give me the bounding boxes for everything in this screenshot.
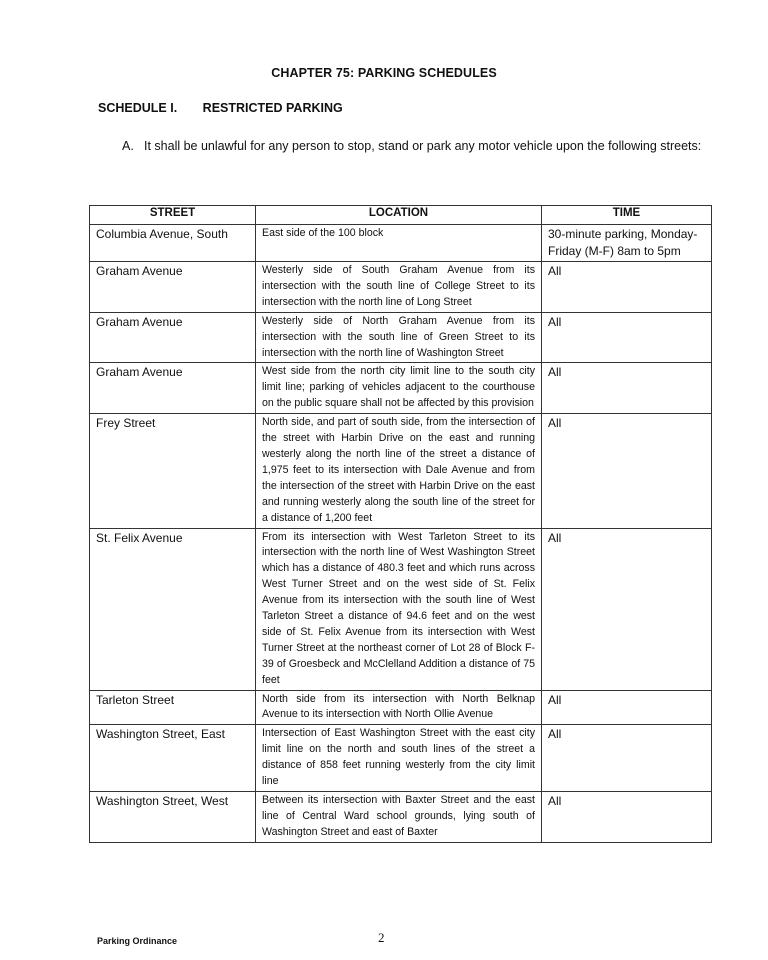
location-cell: Westerly side of North Graham Avenue from its intersection with the south line of Green Street to its intersection with the north line of Washington Street [256, 312, 542, 363]
street-cell: Tarleton Street [90, 690, 256, 725]
time-cell: All [542, 262, 712, 313]
chapter-title: CHAPTER 75: PARKING SCHEDULES [271, 66, 497, 80]
schedule-number: SCHEDULE I. [98, 101, 178, 115]
table-header-row [90, 206, 712, 225]
street-cell: Graham Avenue [90, 312, 256, 363]
street-cell: Columbia Avenue, South [90, 225, 256, 262]
header-time: TIME [542, 206, 712, 225]
schedule-title: RESTRICTED PARKING [202, 101, 343, 115]
restricted-parking-table [89, 205, 712, 843]
paragraph-a [122, 138, 712, 155]
time-cell: All [542, 312, 712, 363]
footer-document-name: Parking Ordinance [97, 936, 178, 946]
street-cell: Frey Street [90, 414, 256, 528]
page-number: 2 [378, 930, 385, 945]
location-cell: North side, and part of south side, from the intersection of the street with Harbin Drive on the east and running westerly along the north line of the street a distance of 1,975 feet to its intersection with Dale Avenue and from the intersection of the street with Harbin Drive on the east and running westerly along the south line of the street for a distance of 1,200 feet [256, 414, 542, 528]
table-row [90, 690, 712, 725]
time-cell: All [542, 528, 712, 690]
table-row [90, 262, 712, 313]
schedule-heading [98, 101, 343, 115]
time-cell: All [542, 792, 712, 843]
street-cell: Washington Street, West [90, 792, 256, 843]
table-row [90, 363, 712, 414]
header-street: STREET [90, 206, 256, 225]
table-row [90, 225, 712, 262]
time-cell: All [542, 414, 712, 528]
time-cell: All [542, 725, 712, 792]
location-cell: Westerly side of South Graham Avenue from its intersection with the south line of College Street to its intersection with the north line of Long Street [256, 262, 542, 313]
street-cell: Graham Avenue [90, 262, 256, 313]
street-cell: Washington Street, East [90, 725, 256, 792]
header-location: LOCATION [256, 206, 542, 225]
table-row [90, 312, 712, 363]
location-cell: North side from its intersection with North Belknap Avenue to its intersection with North Ollie Avenue [256, 690, 542, 725]
table-row [90, 725, 712, 792]
street-cell: St. Felix Avenue [90, 528, 256, 690]
location-cell: West side from the north city limit line to the south city limit line; parking of vehicles adjacent to the courthouse on the public square shall not be affected by this provision [256, 363, 542, 414]
location-cell: Between its intersection with Baxter Street and the east line of Central Ward school grounds, lying south of Washington Street and east of Baxter [256, 792, 542, 843]
time-cell: 30-minute parking, Monday-Friday (M-F) 8am to 5pm [542, 225, 712, 262]
location-cell: From its intersection with West Tarleton Street to its intersection with the north line of West Washington Street which has a distance of 480.3 feet and which runs across West Turner Street and on the west side of St. Felix Avenue from its intersection with the south line of West Tarleton Street a distance of 94.6 feet and on the west side of St. Felix Avenue from its intersection with West Turner Street at the northeast corner of Lot 28 of Block F-39 of Groesbeck and McClelland Addition a distance of 75 feet [256, 528, 542, 690]
paragraph-letter: A. [122, 139, 134, 153]
table-row [90, 528, 712, 690]
location-cell: Intersection of East Washington Street with the east city limit line on the north and south lines of the street a distance of 858 feet running westerly from the city limit line [256, 725, 542, 792]
time-cell: All [542, 363, 712, 414]
table-row [90, 792, 712, 843]
time-cell: All [542, 690, 712, 725]
location-cell: East side of the 100 block [256, 225, 542, 262]
paragraph-text: It shall be unlawful for any person to stop, stand or park any motor vehicle upon the following streets: [144, 139, 702, 153]
table-row [90, 414, 712, 528]
street-cell: Graham Avenue [90, 363, 256, 414]
